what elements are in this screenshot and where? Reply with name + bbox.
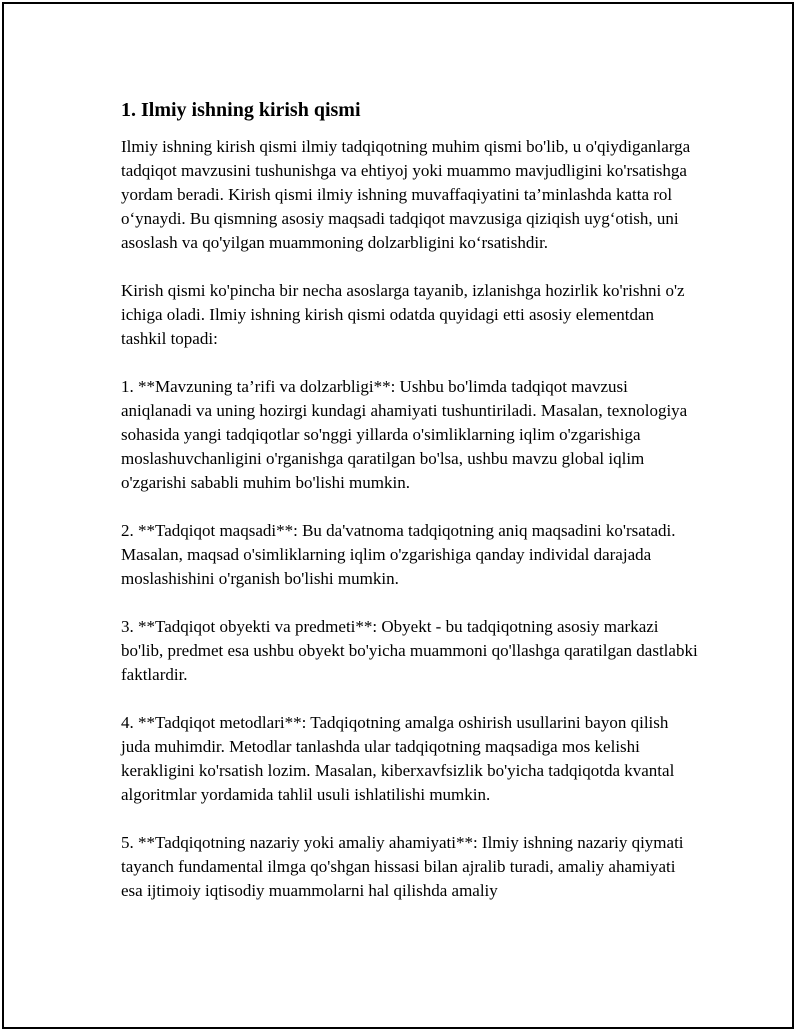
- document-page: [2, 2, 794, 1029]
- paragraph-item-1: 1. **Mavzuning ta’rifi va dolzarbligi**: Ushbu bo'limda tadqiqot mavzusi aniqlanadi va uning hozirgi kundagi ahamiyati tushuntiriladi. Masalan, texnologiya sohasida yangi tadqiqotlar so'nggi yillarda o'simliklarning iqlim o'zgarishiga moslashuvchanligini o'rganishga qaratilgan bo'lsa, ushbu mavzu global iqlim o'zgarishi sababli muhim bo'lishi mumkin.: [121, 377, 688, 492]
- section-heading: 1. Ilmiy ishning kirish qismi: [121, 99, 361, 121]
- document-body: [121, 97, 701, 903]
- paragraph-item-2: 2. **Tadqiqot maqsadi**: Bu da'vatnoma tadqiqotning aniq maqsadini ko'rsatadi. Masalan, maqsad o'simliklarning iqlim o'zgarishiga qanday individal darajada moslashishini o'rganish bo'lishi mumkin.: [121, 521, 676, 588]
- paragraph-item-5: 5. **Tadqiqotning nazariy yoki amaliy ahamiyati**: Ilmiy ishning nazariy qiymati tayanch fundamental ilmga qo'shgan hissasi bilan ajralib turadi, amaliy ahamiyati esa ijtimoiy iqtisodiy muammolarni hal qilishda amaliy: [121, 833, 684, 900]
- paragraph-intro: Ilmiy ishning kirish qismi ilmiy tadqiqotning muhim qismi bo'lib, u o'qiydiganlarga tadqiqot mavzusini tushunishga va ehtiyoj yoki muammo mavjudligini ko'rsatishga yordam beradi. Kirish qismi ilmiy ishning muvaffaqiyatini ta’minlashda katta rol o‘ynaydi. Bu qismning asosiy maqsadi tadqiqot mavzusiga qiziqish uyg‘otish, uni asoslash va qo'yilgan muammoning dolzarbligini ko‘rsatishdir.: [121, 137, 691, 252]
- paragraph-item-4: 4. **Tadqiqot metodlari**: Tadqiqotning amalga oshirish usullarini bayon qilish juda muhimdir. Metodlar tanlashda ular tadqiqotning maqsadiga mos kelishi kerakligini ko'rsatish lozim. Masalan, kiberxavfsizlik bo'yicha tadqiqotda kvantal algoritmlar yordamida tahlil usuli ishlatilishi mumkin.: [121, 713, 675, 804]
- paragraph-elements-overview: Kirish qismi ko'pincha bir necha asoslarga tayanib, izlanishga hozirlik ko'rishni o'z ichiga oladi. Ilmiy ishning kirish qismi odatda quyidagi etti asosiy elementdan tashkil topadi:: [121, 281, 685, 348]
- paragraph-item-3: 3. **Tadqiqot obyekti va predmeti**: Obyekt - bu tadqiqotning asosiy markazi bo'lib, predmet esa ushbu obyekt bo'yicha muammoni qo'llashga qaratilgan dastlabki faktlardir.: [121, 617, 698, 684]
